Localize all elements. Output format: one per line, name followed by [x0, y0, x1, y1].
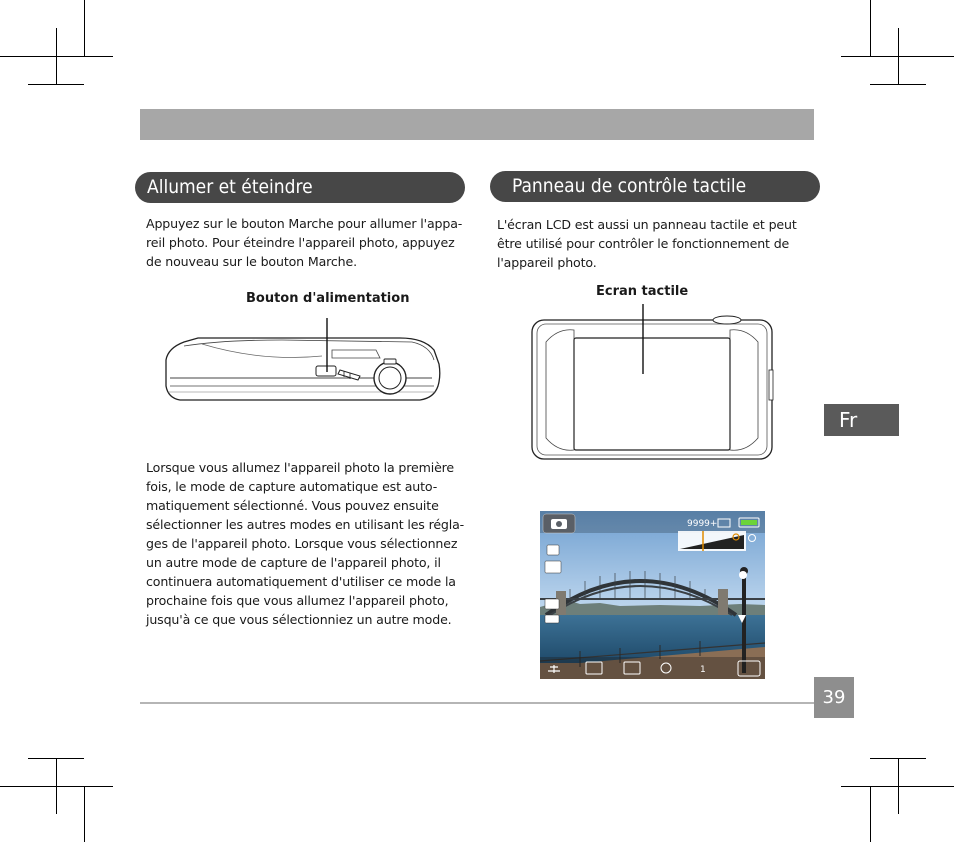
text-line: matiquement sélectionné. Vous pouvez ensuite: [146, 498, 439, 513]
section-title-touch-panel: Panneau de contrôle tactile: [490, 171, 820, 202]
text-line: fois, le mode de capture automatique est auto-: [146, 479, 438, 494]
shots-remaining: 9999+: [687, 519, 718, 529]
text-line: continuera automatiquement d'utiliser ce mode la: [146, 574, 456, 589]
text-line: être utilisé pour contrôler le fonctionnement de: [497, 236, 790, 251]
page-number: 39: [814, 677, 854, 718]
text-line: ges de l'appareil photo. Lorsque vous sélectionnez: [146, 536, 458, 551]
text-line: sélectionner les autres modes en utilisant les régla-: [146, 517, 465, 532]
section-title-power: Allumer et éteindre: [135, 172, 465, 203]
text-line: de nouveau sur le bouton Marche.: [146, 254, 357, 269]
touch-intro-text: [497, 215, 797, 272]
text-line: L'écran LCD est aussi un panneau tactile et peut: [497, 217, 797, 232]
footer-rule: [140, 702, 814, 704]
text-line: reil photo. Pour éteindre l'appareil photo, appuyez: [146, 235, 455, 250]
burst-count: 1: [700, 665, 706, 675]
camera-back-view-illustration: [528, 302, 778, 464]
power-intro-text: [146, 214, 462, 271]
header-band: [140, 109, 814, 140]
lcd-screen-photo: [540, 511, 765, 679]
text-line: Lorsque vous allumez l'appareil photo la première: [146, 460, 455, 475]
language-tab: Fr: [824, 404, 899, 436]
camera-top-view-illustration: [162, 316, 446, 408]
text-line: jusqu'à ce que vous sélectionniez un autre mode.: [146, 612, 452, 627]
text-line: Appuyez sur le bouton Marche pour allumer l'appa-: [146, 216, 463, 231]
text-line: l'appareil photo.: [497, 255, 597, 270]
power-description-text: [146, 458, 464, 629]
touch-screen-caption: Ecran tactile: [596, 284, 689, 299]
text-line: prochaine fois que vous allumez l'appareil photo,: [146, 593, 449, 608]
text-line: un autre mode de capture de l'appareil photo, il: [146, 555, 441, 570]
power-button-caption: Bouton d'alimentation: [246, 291, 410, 306]
